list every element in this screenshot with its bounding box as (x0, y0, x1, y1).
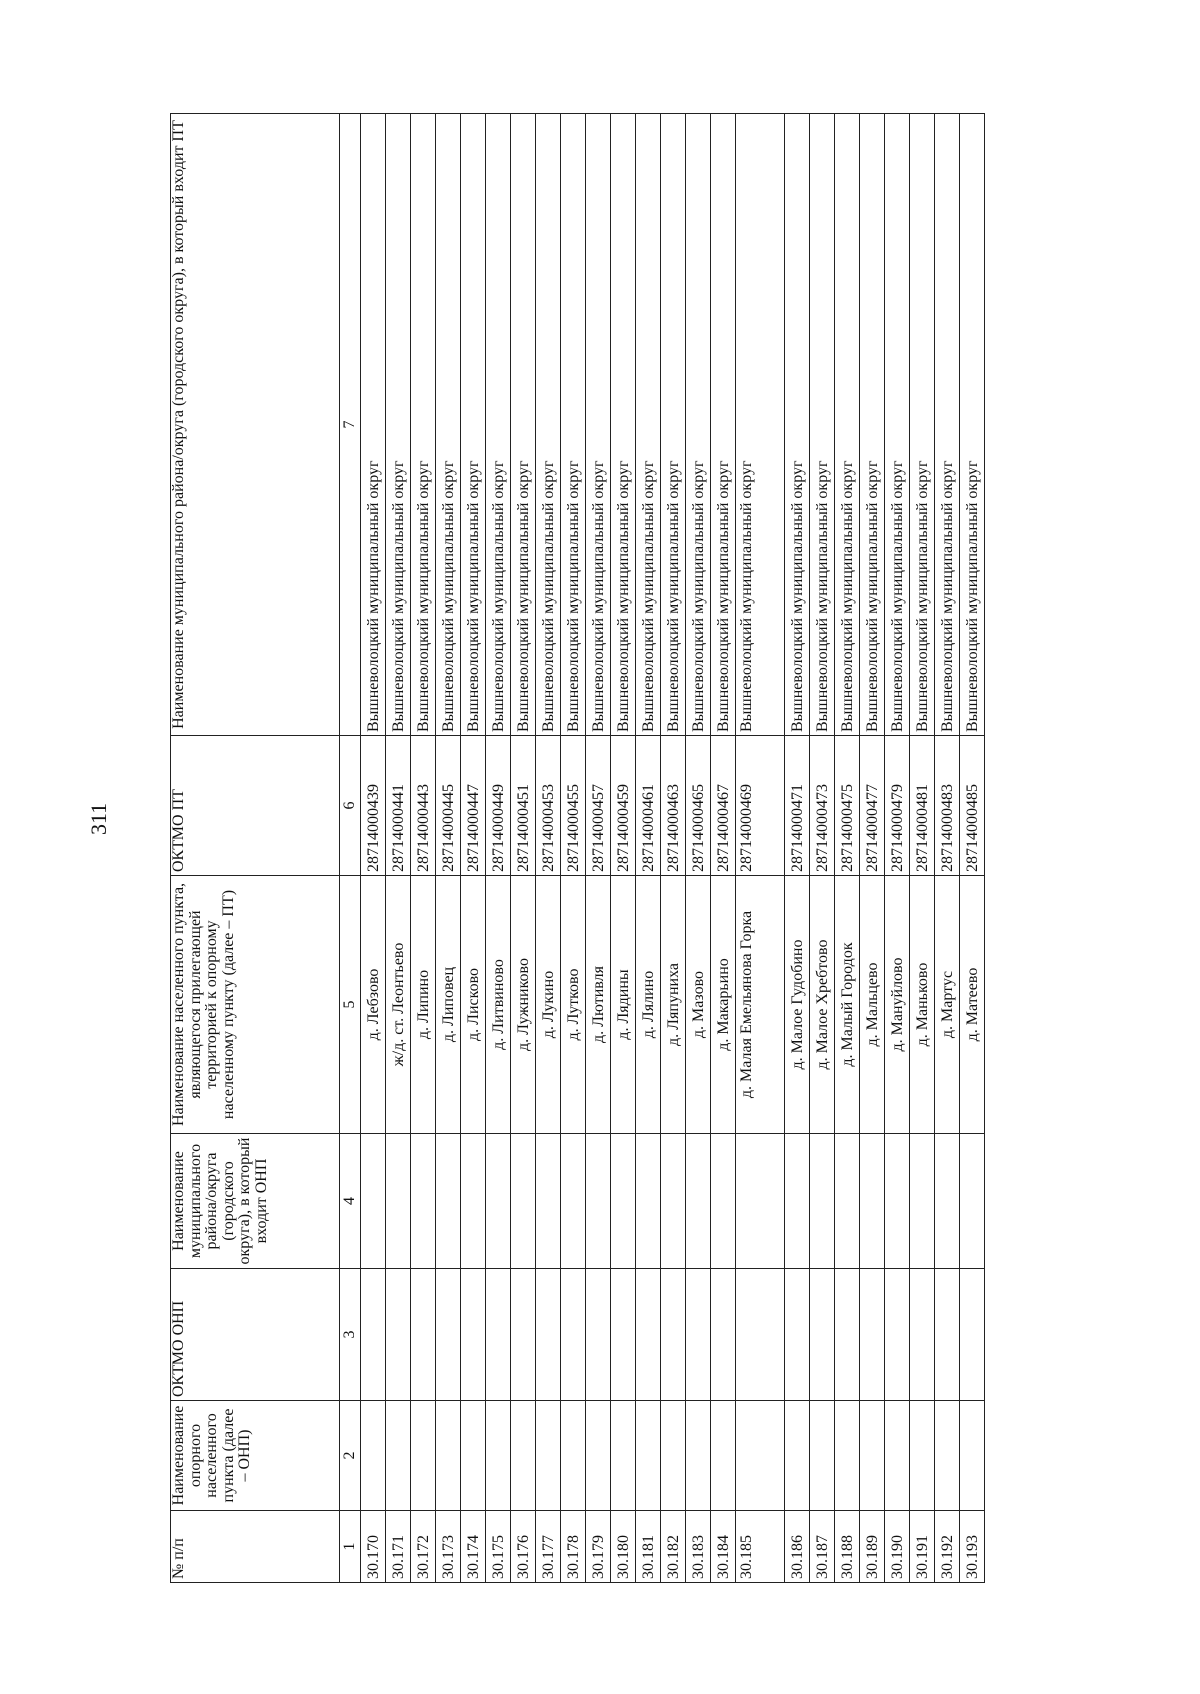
row-number-cell: 30.183 (686, 1511, 711, 1583)
onp-oktmo-cell (586, 1269, 611, 1401)
table-row (586, 114, 611, 1583)
table-row (386, 114, 411, 1583)
pt-name-cell: д. Мануйлово (885, 876, 910, 1134)
pt-name-cell: д. Липовец (436, 876, 461, 1134)
row-number-cell: 30.175 (486, 1511, 511, 1583)
pt-district-cell: Вышневолоцкий муниципальный округ (436, 114, 461, 736)
pt-oktmo-cell: 28714000453 (536, 736, 561, 876)
row-number-cell: 30.186 (785, 1511, 810, 1583)
onp-oktmo-cell (411, 1269, 436, 1401)
pt-oktmo-cell: 28714000439 (361, 736, 386, 876)
table-row (860, 114, 885, 1583)
row-number-cell: 30.193 (960, 1511, 985, 1583)
pt-name-cell: д. Малое Гудобино (785, 876, 810, 1134)
pt-district-cell: Вышневолоцкий муниципальный округ (736, 114, 785, 736)
onp-name-cell (810, 1401, 835, 1511)
onp-oktmo-cell (910, 1269, 935, 1401)
onp-name-cell (611, 1401, 636, 1511)
onp-name-cell (486, 1401, 511, 1511)
onp-oktmo-cell (611, 1269, 636, 1401)
onp-name-cell (935, 1401, 960, 1511)
table-row (536, 114, 561, 1583)
table-row (885, 114, 910, 1583)
header-onp-name: Наименование опорного населенного пункта (далее – ОНП) (171, 1401, 340, 1511)
row-number-cell: 30.189 (860, 1511, 885, 1583)
pt-district-cell: Вышневолоцкий муниципальный округ (536, 114, 561, 736)
pt-district-cell: Вышневолоцкий муниципальный округ (960, 114, 985, 736)
pt-name-cell: д. Лужниково (511, 876, 536, 1134)
pt-name-cell: д. Лисково (461, 876, 486, 1134)
row-number-cell: 30.185 (736, 1511, 785, 1583)
row-number-cell: 30.192 (935, 1511, 960, 1583)
pt-oktmo-cell: 28714000443 (411, 736, 436, 876)
onp-district-cell (960, 1134, 985, 1269)
onp-oktmo-cell (536, 1269, 561, 1401)
onp-oktmo-cell (860, 1269, 885, 1401)
onp-name-cell (885, 1401, 910, 1511)
onp-district-cell (586, 1134, 611, 1269)
pt-district-cell: Вышневолоцкий муниципальный округ (461, 114, 486, 736)
pt-oktmo-cell: 28714000457 (586, 736, 611, 876)
column-number: 2 (340, 1401, 361, 1511)
onp-district-cell (885, 1134, 910, 1269)
row-number-cell: 30.188 (835, 1511, 860, 1583)
pt-oktmo-cell: 28714000473 (810, 736, 835, 876)
table-row (461, 114, 486, 1583)
onp-oktmo-cell (935, 1269, 960, 1401)
onp-oktmo-cell (461, 1269, 486, 1401)
onp-name-cell (436, 1401, 461, 1511)
pt-name-cell: д. Лютивля (586, 876, 611, 1134)
row-number-cell: 30.180 (611, 1511, 636, 1583)
onp-name-cell (636, 1401, 661, 1511)
pt-district-cell: Вышневолоцкий муниципальный округ (561, 114, 586, 736)
table-row (436, 114, 461, 1583)
pt-oktmo-cell: 28714000477 (860, 736, 885, 876)
pt-district-cell: Вышневолоцкий муниципальный округ (711, 114, 736, 736)
pt-oktmo-cell: 28714000449 (486, 736, 511, 876)
column-number: 6 (340, 736, 361, 876)
pt-district-cell: Вышневолоцкий муниципальный округ (511, 114, 536, 736)
pt-oktmo-cell: 28714000479 (885, 736, 910, 876)
pt-oktmo-cell: 28714000481 (910, 736, 935, 876)
pt-name-cell: ж/д. ст. Леонтьево (386, 876, 411, 1134)
pt-district-cell: Вышневолоцкий муниципальный округ (661, 114, 686, 736)
onp-name-cell (785, 1401, 810, 1511)
pt-district-cell: Вышневолоцкий муниципальный округ (910, 114, 935, 736)
onp-district-cell (461, 1134, 486, 1269)
onp-name-cell (561, 1401, 586, 1511)
onp-district-cell (810, 1134, 835, 1269)
onp-district-cell (536, 1134, 561, 1269)
pt-name-cell: д. Липино (411, 876, 436, 1134)
header-onp-district: Наименование муниципального района/округа (городского округа), в который входит ОНП (171, 1134, 340, 1269)
pt-district-cell: Вышневолоцкий муниципальный округ (835, 114, 860, 736)
pt-oktmo-cell: 28714000485 (960, 736, 985, 876)
column-number: 5 (340, 876, 361, 1134)
table-row (935, 114, 960, 1583)
onp-oktmo-cell (486, 1269, 511, 1401)
row-number-cell: 30.171 (386, 1511, 411, 1583)
pt-name-cell: д. Мальцево (860, 876, 885, 1134)
pt-district-cell: Вышневолоцкий муниципальный округ (611, 114, 636, 736)
onp-name-cell (736, 1401, 785, 1511)
table-row (511, 114, 536, 1583)
row-number-cell: 30.178 (561, 1511, 586, 1583)
header-pt-district: Наименование муниципального района/округа (городского округа), в который входит ПТ (171, 114, 340, 736)
row-number-cell: 30.182 (661, 1511, 686, 1583)
column-number: 4 (340, 1134, 361, 1269)
settlements-table (170, 113, 985, 1583)
column-number: 1 (340, 1511, 361, 1583)
onp-name-cell (860, 1401, 885, 1511)
row-number-cell: 30.179 (586, 1511, 611, 1583)
pt-name-cell: д. Лукино (536, 876, 561, 1134)
onp-district-cell (661, 1134, 686, 1269)
table-row (736, 114, 785, 1583)
onp-district-cell (486, 1134, 511, 1269)
onp-oktmo-cell (661, 1269, 686, 1401)
onp-oktmo-cell (835, 1269, 860, 1401)
pt-oktmo-cell: 28714000475 (835, 736, 860, 876)
onp-oktmo-cell (885, 1269, 910, 1401)
onp-oktmo-cell (636, 1269, 661, 1401)
row-number-cell: 30.191 (910, 1511, 935, 1583)
pt-name-cell: д. Лялино (636, 876, 661, 1134)
onp-oktmo-cell (960, 1269, 985, 1401)
pt-district-cell: Вышневолоцкий муниципальный округ (411, 114, 436, 736)
pt-district-cell: Вышневолоцкий муниципальный округ (810, 114, 835, 736)
onp-oktmo-cell (810, 1269, 835, 1401)
onp-district-cell (611, 1134, 636, 1269)
header-number: № п/п (171, 1511, 340, 1583)
onp-district-cell (835, 1134, 860, 1269)
onp-name-cell (910, 1401, 935, 1511)
table-row (411, 114, 436, 1583)
column-number: 3 (340, 1269, 361, 1401)
onp-district-cell (785, 1134, 810, 1269)
onp-oktmo-cell (785, 1269, 810, 1401)
column-number-row (340, 114, 361, 1583)
pt-oktmo-cell: 28714000441 (386, 736, 411, 876)
pt-name-cell: д. Малый Городок (835, 876, 860, 1134)
table-row (785, 114, 810, 1583)
pt-name-cell: д. Ляпуниха (661, 876, 686, 1134)
header-onp-oktmo: ОКТМО ОНП (171, 1269, 340, 1401)
onp-district-cell (736, 1134, 785, 1269)
header-row (171, 114, 340, 1583)
onp-district-cell (636, 1134, 661, 1269)
row-number-cell: 30.184 (711, 1511, 736, 1583)
onp-district-cell (686, 1134, 711, 1269)
onp-name-cell (586, 1401, 611, 1511)
table-row (910, 114, 935, 1583)
page-number: 311 (86, 802, 111, 835)
table-row (611, 114, 636, 1583)
table-row (686, 114, 711, 1583)
pt-name-cell: д. Литвиново (486, 876, 511, 1134)
row-number-cell: 30.172 (411, 1511, 436, 1583)
table-row (810, 114, 835, 1583)
table-row (636, 114, 661, 1583)
row-number-cell: 30.190 (885, 1511, 910, 1583)
pt-district-cell: Вышневолоцкий муниципальный округ (386, 114, 411, 736)
pt-name-cell: д. Лутково (561, 876, 586, 1134)
pt-district-cell: Вышневолоцкий муниципальный округ (586, 114, 611, 736)
onp-name-cell (361, 1401, 386, 1511)
pt-name-cell: д. Маньково (910, 876, 935, 1134)
pt-oktmo-cell: 28714000445 (436, 736, 461, 876)
pt-district-cell: Вышневолоцкий муниципальный округ (885, 114, 910, 736)
onp-oktmo-cell (736, 1269, 785, 1401)
onp-district-cell (711, 1134, 736, 1269)
table-row (711, 114, 736, 1583)
onp-name-cell (686, 1401, 711, 1511)
pt-name-cell: д. Мартус (935, 876, 960, 1134)
onp-district-cell (361, 1134, 386, 1269)
onp-name-cell (461, 1401, 486, 1511)
table-row (361, 114, 386, 1583)
onp-name-cell (661, 1401, 686, 1511)
pt-name-cell: д. Макарьино (711, 876, 736, 1134)
onp-district-cell (436, 1134, 461, 1269)
pt-name-cell: д. Лядины (611, 876, 636, 1134)
pt-district-cell: Вышневолоцкий муниципальный округ (636, 114, 661, 736)
onp-oktmo-cell (561, 1269, 586, 1401)
onp-district-cell (561, 1134, 586, 1269)
rotated-table-wrapper (170, 114, 1095, 1583)
pt-oktmo-cell: 28714000465 (686, 736, 711, 876)
pt-oktmo-cell: 28714000461 (636, 736, 661, 876)
row-number-cell: 30.181 (636, 1511, 661, 1583)
pt-district-cell: Вышневолоцкий муниципальный округ (860, 114, 885, 736)
pt-oktmo-cell: 28714000447 (461, 736, 486, 876)
onp-name-cell (536, 1401, 561, 1511)
pt-district-cell: Вышневолоцкий муниципальный округ (935, 114, 960, 736)
pt-oktmo-cell: 28714000463 (661, 736, 686, 876)
pt-district-cell: Вышневолоцкий муниципальный округ (486, 114, 511, 736)
onp-oktmo-cell (686, 1269, 711, 1401)
pt-name-cell: д. Лебзово (361, 876, 386, 1134)
onp-oktmo-cell (711, 1269, 736, 1401)
pt-name-cell: д. Матеево (960, 876, 985, 1134)
pt-district-cell: Вышневолоцкий муниципальный округ (686, 114, 711, 736)
row-number-cell: 30.174 (461, 1511, 486, 1583)
pt-oktmo-cell: 28714000467 (711, 736, 736, 876)
column-number: 7 (340, 114, 361, 736)
onp-district-cell (860, 1134, 885, 1269)
onp-oktmo-cell (436, 1269, 461, 1401)
onp-district-cell (511, 1134, 536, 1269)
onp-oktmo-cell (386, 1269, 411, 1401)
pt-name-cell: д. Мазово (686, 876, 711, 1134)
pt-oktmo-cell: 28714000469 (736, 736, 785, 876)
row-number-cell: 30.173 (436, 1511, 461, 1583)
row-number-cell: 30.170 (361, 1511, 386, 1583)
pt-district-cell: Вышневолоцкий муниципальный округ (361, 114, 386, 736)
table-row (960, 114, 985, 1583)
onp-oktmo-cell (511, 1269, 536, 1401)
pt-oktmo-cell: 28714000455 (561, 736, 586, 876)
pt-oktmo-cell: 28714000459 (611, 736, 636, 876)
onp-name-cell (511, 1401, 536, 1511)
onp-district-cell (386, 1134, 411, 1269)
pt-oktmo-cell: 28714000451 (511, 736, 536, 876)
onp-district-cell (411, 1134, 436, 1269)
onp-name-cell (835, 1401, 860, 1511)
row-number-cell: 30.187 (810, 1511, 835, 1583)
table-row (661, 114, 686, 1583)
pt-district-cell: Вышневолоцкий муниципальный округ (785, 114, 810, 736)
pt-oktmo-cell: 28714000471 (785, 736, 810, 876)
header-pt-oktmo: ОКТМО ПТ (171, 736, 340, 876)
pt-oktmo-cell: 28714000483 (935, 736, 960, 876)
row-number-cell: 30.176 (511, 1511, 536, 1583)
table-row (486, 114, 511, 1583)
onp-oktmo-cell (361, 1269, 386, 1401)
row-number-cell: 30.177 (536, 1511, 561, 1583)
onp-name-cell (960, 1401, 985, 1511)
pt-name-cell: д. Малая Емельянова Горка (736, 876, 785, 1134)
table-row (835, 114, 860, 1583)
pt-name-cell: д. Малое Хребтово (810, 876, 835, 1134)
table-row (561, 114, 586, 1583)
onp-district-cell (910, 1134, 935, 1269)
onp-name-cell (411, 1401, 436, 1511)
onp-district-cell (935, 1134, 960, 1269)
onp-name-cell (386, 1401, 411, 1511)
header-pt-name: Наименование населенного пункта, являющегося прилегающей территорией к опорному населенному пункту (далее – ПТ) (171, 876, 340, 1134)
onp-name-cell (711, 1401, 736, 1511)
